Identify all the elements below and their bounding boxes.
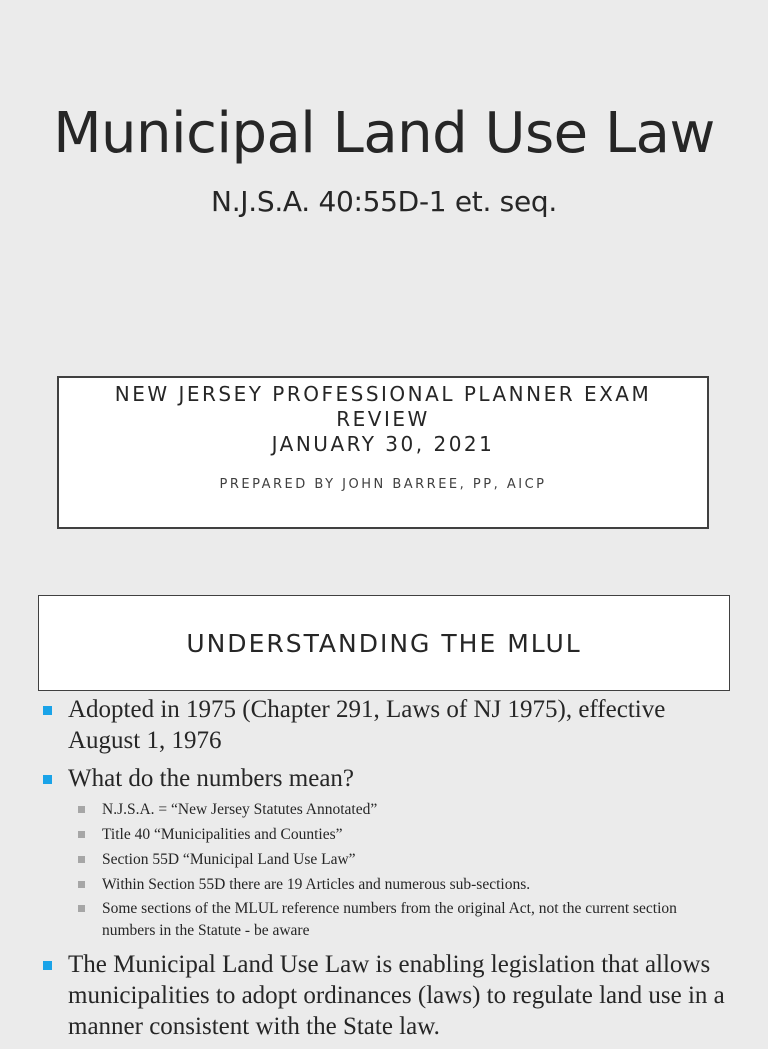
slide-title: Municipal Land Use Law <box>53 101 715 166</box>
presentation-info-box <box>57 376 709 529</box>
square-bullet-icon <box>43 775 52 784</box>
section-heading-box <box>38 595 730 691</box>
sub-bullet-text: Within Section 55D there are 19 Articles and numerous sub-sections. <box>102 876 531 893</box>
bullet-text: What do the numbers mean? <box>68 765 355 792</box>
bullet-item <box>40 694 730 756</box>
square-sub-bullet-icon <box>78 806 85 813</box>
sub-bullet-text: N.J.S.A. = “New Jersey Statutes Annotated” <box>102 801 378 818</box>
sub-bullet-item <box>68 798 730 822</box>
square-sub-bullet-icon <box>78 905 85 912</box>
info-line-exam: NEW JERSEY PROFESSIONAL PLANNER EXAM <box>114 382 652 406</box>
sub-bullet-text: Title 40 “Municipalities and Counties” <box>102 826 343 843</box>
square-sub-bullet-icon <box>78 831 85 838</box>
sub-bullet-item <box>68 848 730 872</box>
bullet-list <box>40 694 730 1049</box>
sub-bullet-item <box>68 898 730 942</box>
info-line-review: REVIEW <box>336 407 430 431</box>
info-line-date: JANUARY 30, 2021 <box>271 432 495 456</box>
sub-bullet-text: Section 55D “Municipal Land Use Law” <box>102 851 356 868</box>
sub-bullet-text: Some sections of the MLUL reference numbers from the original Act, not the current section numbers in the Statute - be aware <box>102 900 677 939</box>
slide-subtitle: N.J.S.A. 40:55D-1 et. seq. <box>211 185 557 218</box>
section-heading: UNDERSTANDING THE MLUL <box>186 628 582 658</box>
sub-bullet-list <box>68 798 730 942</box>
square-bullet-icon <box>43 706 52 715</box>
sub-bullet-item <box>68 823 730 847</box>
bullet-item <box>40 949 730 1042</box>
square-sub-bullet-icon <box>78 856 85 863</box>
square-bullet-icon <box>43 961 52 970</box>
sub-bullet-item <box>68 873 730 897</box>
bullet-text: The Municipal Land Use Law is enabling legislation that allows municipalities to adopt ordinances (laws) to regulate land use in a manner consistent with the State law. <box>68 951 725 1040</box>
bullet-item <box>40 763 730 942</box>
author-credit: PREPARED BY JOHN BARREE, PP, AICP <box>219 477 547 492</box>
bullet-text: Adopted in 1975 (Chapter 291, Laws of NJ 1975), effective August 1, 1976 <box>68 696 666 754</box>
square-sub-bullet-icon <box>78 881 85 888</box>
